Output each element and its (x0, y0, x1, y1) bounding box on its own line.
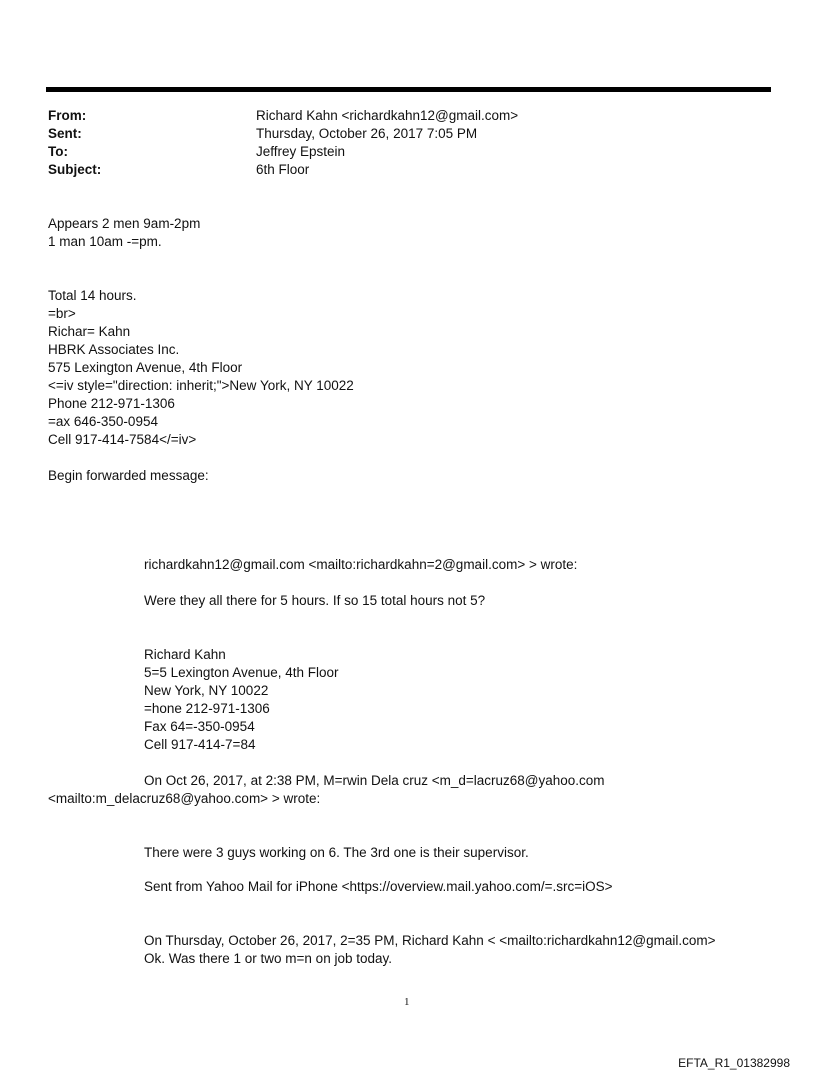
quote-header: richardkahn12@gmail.com <mailto:richardkahn=2@gmail.com> > wrote: (144, 557, 578, 572)
signature-company: HBRK Associates Inc. (48, 342, 180, 357)
to-value: Jeffrey Epstein (256, 144, 346, 159)
body-line: =br> (48, 306, 76, 321)
from-value: Richard Kahn <richardkahn12@gmail.com> (256, 108, 519, 123)
sent-value: Thursday, October 26, 2017 7:05 PM (256, 126, 478, 141)
sent-label: Sent: (48, 126, 82, 141)
quote-signature-name: Richard Kahn (144, 647, 226, 662)
quote-line: There were 3 guys working on 6. The 3rd one is their supervisor. (144, 845, 529, 860)
page-number: 1 (404, 996, 410, 1008)
body-line: 1 man 10am -=pm. (48, 234, 162, 249)
signature-address: 575 Lexington Avenue, 4th Floor (48, 360, 243, 375)
quote-line: Were they all there for 5 hours. If so 15 total hours not 5? (144, 593, 486, 608)
quote-header: On Thursday, October 26, 2017, 2=35 PM, Richard Kahn < <mailto:richardkahn12@gmail.com> (144, 933, 716, 948)
quote-line: Sent from Yahoo Mail for iPhone <https://overview.mail.yahoo.com/=.src=iOS> (144, 879, 613, 894)
signature-phone: Phone 212-971-1306 (48, 396, 175, 411)
signature-city: <=iv style="direction: inherit;">New York, NY 10022 (48, 378, 354, 393)
document-id: EFTA_R1_01382998 (678, 1056, 790, 1070)
quote-signature-phone: =hone 212-971-1306 (144, 701, 270, 716)
quote-header: On Oct 26, 2017, at 2:38 PM, M=rwin Dela cruz <m_d=lacruz68@yahoo.com (144, 773, 605, 788)
quote-signature-cell: Cell 917-414-7=84 (144, 737, 256, 752)
quote-signature-fax: Fax 64=-350-0954 (144, 719, 255, 734)
body-line: Total 14 hours. (48, 288, 137, 303)
signature-fax: =ax 646-350-0954 (48, 414, 158, 429)
header-rule (46, 87, 771, 92)
signature-cell: Cell 917-414-7584</=iv> (48, 432, 197, 447)
subject-value: 6th Floor (256, 162, 310, 177)
body-line: Appears 2 men 9am-2pm (48, 216, 201, 231)
from-label: From: (48, 108, 87, 123)
quote-signature-address: 5=5 Lexington Avenue, 4th Floor (144, 665, 339, 680)
quote-header-cont: <mailto:m_delacruz68@yahoo.com> > wrote: (48, 791, 321, 806)
to-label: To: (48, 144, 68, 159)
forward-intro: Begin forwarded message: (48, 468, 209, 483)
quote-line: Ok. Was there 1 or two m=n on job today. (144, 951, 392, 966)
signature-name: Richar= Kahn (48, 324, 131, 339)
quote-signature-city: New York, NY 10022 (144, 683, 269, 698)
subject-label: Subject: (48, 162, 102, 177)
